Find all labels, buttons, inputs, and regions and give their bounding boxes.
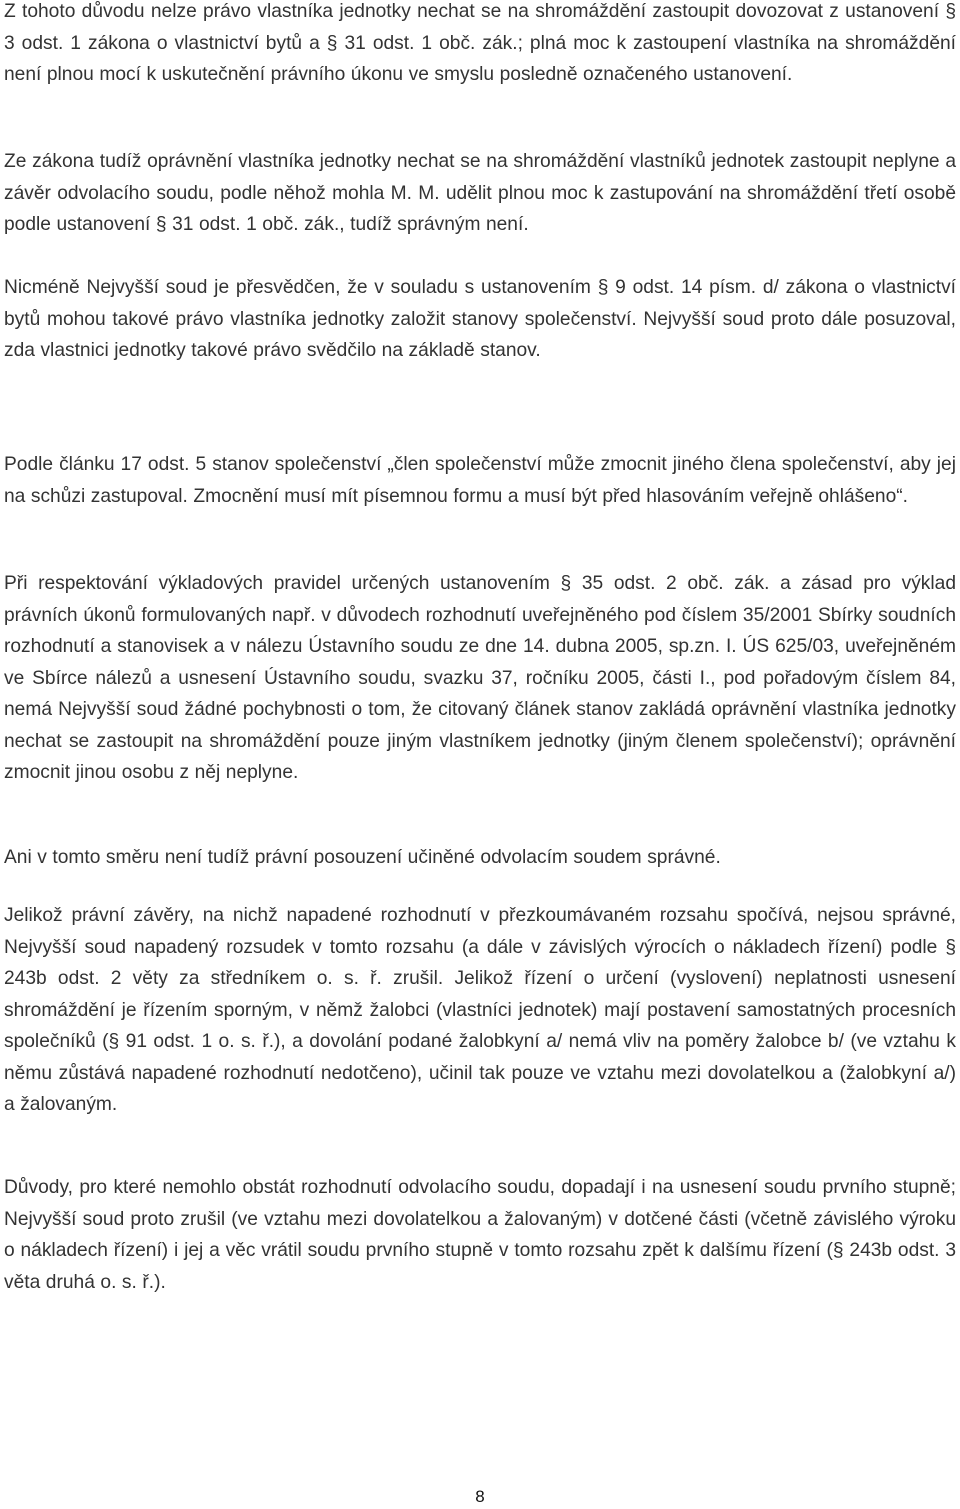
paragraph-1: Z tohoto důvodu nelze právo vlastníka jednotky nechat se na shromáždění zastoupit dovozovat z ustanovení § 3 odst. 1 zákona o vlastnictví bytů a § 31 odst. 1 obč. zák.; plná moc k zastoupení vlastníka na shromáždění není plnou mocí k uskutečnění právního úkonu ve smyslu posledně označeného ustanovení.: [4, 1, 956, 85]
paragraph-3: Nicméně Nejvyšší soud je přesvědčen, že v souladu s ustanovením § 9 odst. 14 písm. d/ zákona o vlastnictví bytů mohou takové právo vlastníka jednotky založit stanovy společenství. Nejvyšší soud proto dále posuzoval, zda vlastnici jednotky takové právo svědčilo na základě stanov.: [4, 277, 956, 361]
paragraph-6: Ani v tomto směru není tudíž právní posouzení učiněné odvolacím soudem správné.: [4, 847, 721, 868]
page-number: 8: [475, 1487, 485, 1506]
paragraph-7: Jelikož právní závěry, na nichž napadené rozhodnutí v přezkoumávaném rozsahu spočívá, nejsou správné, Nejvyšší soud napadený rozsudek v tomto rozsahu (a dále v závislých výrocích o nákladech řízení) podle § 243b odst. 2 věty za středníkem o. s. ř. zrušil. Jelikož řízení o určení (vyslovení) neplatnosti usnesení shromáždění je řízením sporným, v němž žalobci (vlastníci jednotek) mají postavení samostatných procesních společníků (§ 91 odst. 1 o. s. ř.), a dovolání podané žalobkyní a/ nemá vliv na poměry žalobce b/ (ve vztahu k němu zůstává napadené rozhodnutí nedotčeno), učinil tak pouze ve vztahu mezi dovolatelkou a (žalobkyní a/) a žalovaným.: [4, 905, 956, 1115]
paragraph-2: Ze zákona tudíž oprávnění vlastníka jednotky nechat se na shromáždění vlastníků jednotek zastoupit neplyne a závěr odvolacího soudu, podle něhož mohla M. M. udělit plnou moc k zastupování na shromáždění třetí osobě podle ustanovení § 31 odst. 1 obč. zák., tudíž správným není.: [4, 151, 956, 235]
paragraph-4: Podle článku 17 odst. 5 stanov společenství „člen společenství může zmocnit jiného člena společenství, aby jej na schůzi zastupoval. Zmocnění musí mít písemnou formu a musí být před hlasováním veřejně ohlášeno“.: [4, 454, 956, 507]
paragraph-5: Při respektování výkladových pravidel určených ustanovením § 35 odst. 2 obč. zák. a zásad pro výklad právních úkonů formulovaných např. v důvodech rozhodnutí uveřejněného pod číslem 35/2001 Sbírky soudních rozhodnutí a stanovisek a v nálezu Ústavního soudu ze dne 14. dubna 2005, sp.zn. I. ÚS 625/03, uveřejněném ve Sbírce nálezů a usnesení Ústavního soudu, svazku 37, ročníku 2005, části I., pod pořadovým číslem 84, nemá Nejvyšší soud žádné pochybnosti o tom, že citovaný článek stanov zakládá oprávnění vlastníka jednotky nechat se zastoupit na shromáždění pouze jiným vlastníkem jednotky (jiným členem společenství); oprávnění zmocnit jinou osobu z něj neplyne.: [4, 573, 956, 783]
paragraph-8: Důvody, pro které nemohlo obstát rozhodnutí odvolacího soudu, dopadají i na usnesení soudu prvního stupně; Nejvyšší soud proto zrušil (ve vztahu mezi dovolatelkou a žalovaným) v dotčené části (včetně závislého výroku o nákladech řízení) i jej a věc vrátil soudu prvního stupně v tomto rozsahu zpět k dalšímu řízení (§ 243b odst. 3 věta druhá o. s. ř.).: [4, 1177, 956, 1293]
